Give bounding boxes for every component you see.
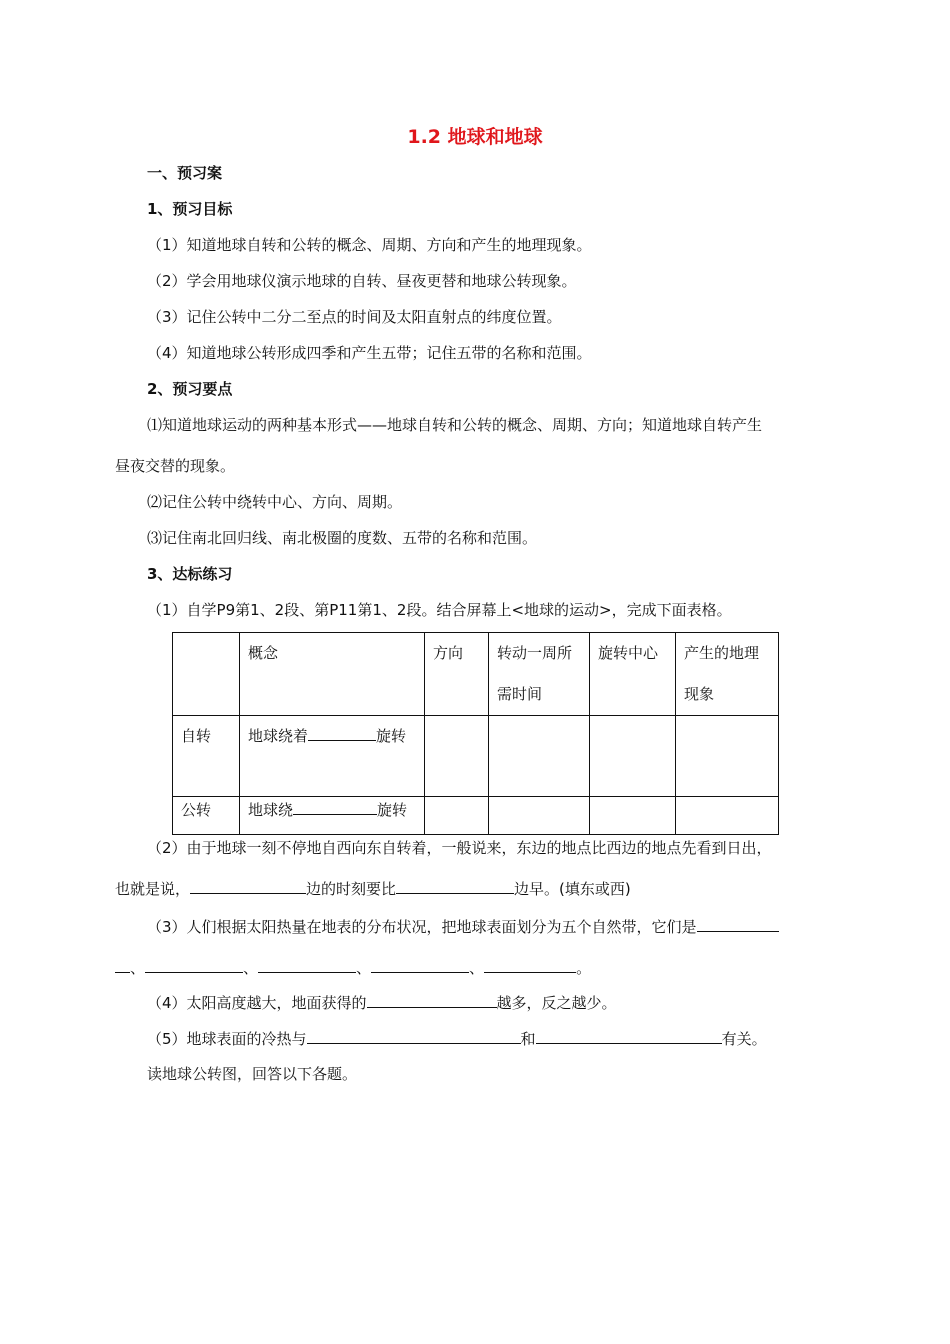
table-header-cell: 旋转中心 — [590, 633, 676, 716]
goal-item: （2）学会用地球仪演示地球的自转、昼夜更替和地球公转现象。 — [147, 272, 577, 290]
separator: 、 — [243, 959, 259, 977]
concept-cell — [240, 797, 425, 835]
period: 。 — [576, 959, 592, 977]
answer-cell[interactable] — [489, 716, 590, 797]
goal-item: （4）知道地球公转形成四季和产生五带；记住五带的名称和范围。 — [147, 344, 592, 362]
q4-prefix: （4）太阳高度越大，地面获得的 — [147, 994, 367, 1012]
question-4 — [147, 992, 617, 1013]
earth-motion-table — [172, 632, 779, 835]
blank-line[interactable] — [367, 992, 497, 1008]
blank-line[interactable] — [308, 725, 376, 741]
table-header-cell: 产生的地理现象 — [676, 633, 779, 716]
question-1: （1）自学P9第1、2段、第P11第1、2段。结合屏幕上<地球的运动>，完成下面表格。 — [147, 601, 732, 619]
blank-line[interactable] — [145, 957, 243, 973]
q5-middle: 和 — [520, 1030, 536, 1048]
practice-heading: 3、达标练习 — [147, 565, 233, 583]
q2-middle: 边的时刻要比 — [306, 880, 397, 898]
table-row — [173, 716, 779, 797]
separator: 、 — [469, 959, 485, 977]
table-header-cell: 转动一周所需时间 — [489, 633, 590, 716]
table-header-cell: 概念 — [240, 633, 425, 716]
concept-suffix: 旋转 — [376, 727, 407, 745]
blank-line[interactable] — [190, 878, 306, 894]
question-2: （2）由于地球一刻不停地自西向东自转着，一般说来，东边的地点比西边的地点先看到日出， — [147, 839, 772, 857]
blank-line[interactable] — [307, 1028, 521, 1044]
concept-prefix: 地球绕 — [248, 801, 294, 819]
keypoints-heading: 2、预习要点 — [147, 380, 233, 398]
question-3-continued — [115, 957, 591, 978]
q5-suffix: 有关。 — [721, 1030, 767, 1048]
question-2-continued — [115, 878, 631, 899]
answer-cell[interactable] — [489, 797, 590, 835]
q2-suffix: 边早。(填东或西) — [514, 880, 631, 898]
blank-line[interactable] — [371, 957, 469, 973]
answer-cell[interactable] — [676, 716, 779, 797]
concept-prefix: 地球绕着 — [248, 727, 309, 745]
section-heading-preview: 一、预习案 — [147, 164, 223, 182]
table-header-cell: 方向 — [425, 633, 489, 716]
table-row — [173, 797, 779, 835]
answer-cell[interactable] — [590, 716, 676, 797]
table-header-cell — [173, 633, 240, 716]
q4-suffix: 越多，反之越少。 — [496, 994, 617, 1012]
reading-instruction: 读地球公转图，回答以下各题。 — [147, 1065, 358, 1083]
blank-line[interactable] — [258, 957, 356, 973]
blank-line[interactable] — [115, 957, 130, 973]
table-header-row — [173, 633, 779, 716]
q5-prefix: （5）地球表面的冷热与 — [147, 1030, 307, 1048]
keypoint-item: ⑶记住南北回归线、南北极圈的度数、五带的名称和范围。 — [147, 529, 538, 547]
page-title: 1.2 地球和地球 — [407, 126, 543, 148]
row-label: 自转 — [173, 716, 240, 797]
separator: 、 — [356, 959, 372, 977]
concept-cell — [240, 716, 425, 797]
answer-cell[interactable] — [676, 797, 779, 835]
question-5 — [147, 1028, 767, 1049]
keypoint-item-continued: 昼夜交替的现象。 — [115, 457, 236, 475]
blank-line[interactable] — [293, 799, 377, 815]
blank-line[interactable] — [396, 878, 514, 894]
blank-line[interactable] — [697, 916, 779, 932]
goal-item: （3）记住公转中二分二至点的时间及太阳直射点的纬度位置。 — [147, 308, 562, 326]
separator: 、 — [130, 959, 146, 977]
answer-cell[interactable] — [425, 716, 489, 797]
keypoint-item: ⑵记住公转中绕转中心、方向、周期。 — [147, 493, 403, 511]
blank-line[interactable] — [484, 957, 576, 973]
answer-cell[interactable] — [590, 797, 676, 835]
q3-text: （3）人们根据太阳热量在地表的分布状况，把地球表面划分为五个自然带，它们是 — [147, 918, 697, 936]
concept-suffix: 旋转 — [377, 801, 408, 819]
goal-item: （1）知道地球自转和公转的概念、周期、方向和产生的地理现象。 — [147, 236, 592, 254]
keypoint-item: ⑴知道地球运动的两种基本形式——地球自转和公转的概念、周期、方向；知道地球自转产生 — [147, 416, 763, 434]
q2-prefix: 也就是说， — [115, 880, 191, 898]
answer-cell[interactable] — [425, 797, 489, 835]
blank-line[interactable] — [536, 1028, 722, 1044]
question-3 — [147, 916, 779, 937]
goals-heading: 1、预习目标 — [147, 200, 233, 218]
row-label: 公转 — [173, 797, 240, 835]
